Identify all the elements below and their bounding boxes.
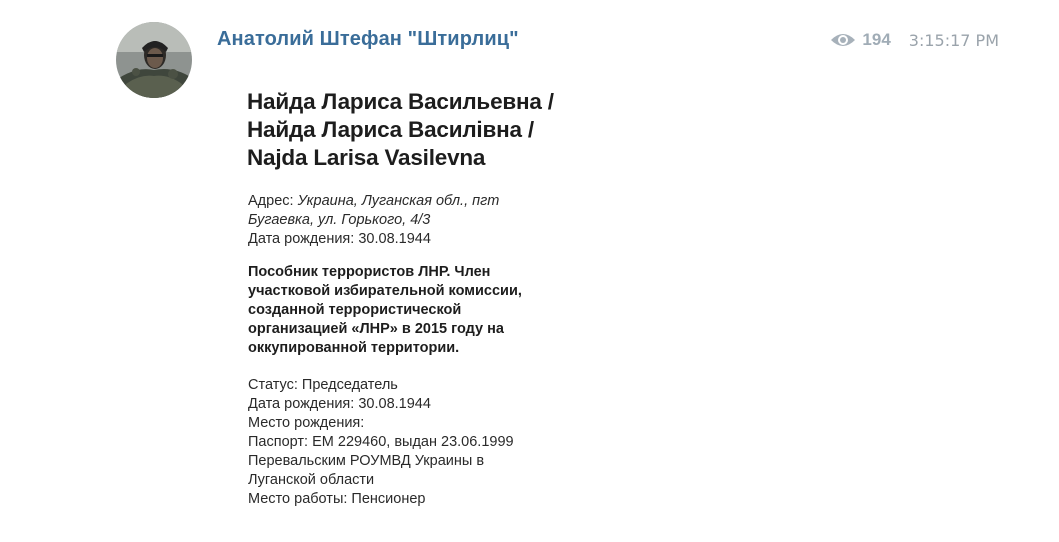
- detail-line: Паспорт: ЕМ 229460, выдан 23.06.1999: [248, 434, 514, 450]
- detail-line: Место рождения:: [248, 415, 365, 431]
- views-count: 194: [862, 30, 891, 49]
- detail-line: Дата рождения: 30.08.1944: [248, 396, 431, 412]
- avatar-image: [116, 22, 192, 98]
- message-time[interactable]: 3:15:17 PM: [908, 30, 999, 50]
- author-avatar[interactable]: [116, 22, 192, 98]
- doc-name-line: Найда Лариса Василівна /: [247, 117, 534, 142]
- message-meta: [830, 30, 999, 50]
- detail-line: Статус: Председатель: [248, 377, 398, 393]
- doc-description: [248, 263, 568, 358]
- address-line: Украина, Луганская обл., пгт: [297, 193, 500, 209]
- detail-line: Место работы: Пенсионер: [248, 491, 426, 507]
- description-line: участковой избирательной комиссии,: [248, 283, 522, 299]
- doc-person-name: [247, 88, 587, 172]
- description-line: оккупированной территории.: [248, 340, 460, 356]
- address-line: Бугаевка, ул. Горького, 4/3: [248, 212, 431, 228]
- detail-line: Луганской области: [248, 472, 375, 488]
- detail-line: Перевальским РОУМВД Украины в: [248, 453, 485, 469]
- eye-icon: [830, 31, 856, 49]
- address-label: Адрес:: [248, 193, 298, 209]
- doc-address-block: [248, 192, 568, 249]
- author-name[interactable]: Анатолий Штефан "Штирлиц": [217, 28, 519, 50]
- description-line: созданной террористической: [248, 302, 462, 318]
- birth-date: Дата рождения: 30.08.1944: [248, 231, 431, 247]
- description-line: организацией «ЛНР» в 2015 году на: [248, 321, 504, 337]
- description-line: Пособник террористов ЛНР. Член: [248, 264, 491, 280]
- doc-name-line: Najda Larisa Vasilevna: [247, 145, 486, 170]
- doc-details: [248, 376, 568, 509]
- doc-name-line: Найда Лариса Васильевна /: [247, 89, 554, 114]
- attached-photo[interactable]: [217, 76, 597, 526]
